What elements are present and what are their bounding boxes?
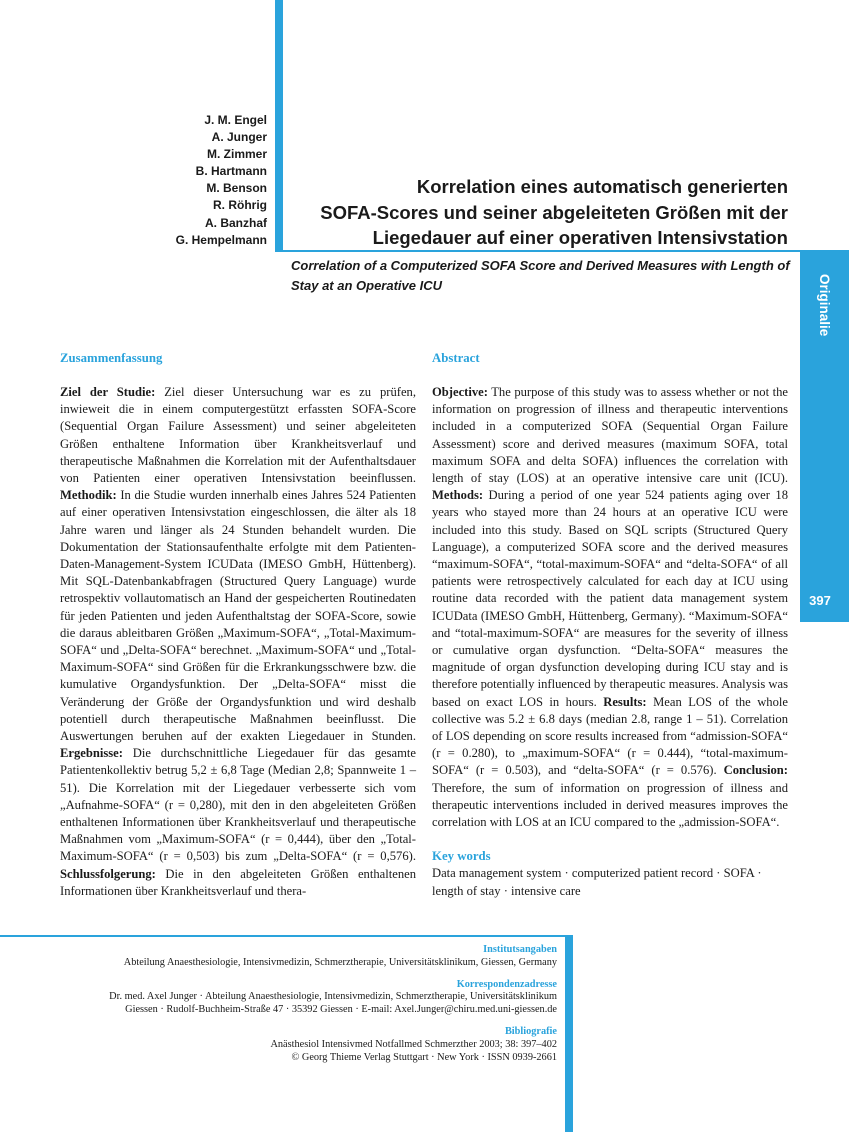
text-run: Ziel dieser Untersuchung war es zu prüfen, inwieweit die in einem computergestützt erfassten SOFA-Score (Sequential Organ Failure Assessment) und seiner abgeleiteten Größen enthaltene Information über Krankheitsverlauf und therapeutische Maßnahmen die Korrelation mit der Aufenthaltsdauer von Patienten einer operativen Intensivstation beeinflussen.: [60, 385, 416, 486]
author: M. Zimmer: [206, 147, 267, 162]
zusammenfassung-column: [60, 350, 416, 900]
correspondence-heading: Korrespondenzadresse: [456, 978, 557, 990]
text-run: The purpose of this study was to assess whether or not the information on progression of illness and therapeutic interventions included in a computerized SOFA (Sequential Organ Failure Assessment) score and derived measures (maximum SOFA, total maximum SOFA and delta SOFA) influences the correlation with length of stay (LOS) at an operative intensive care unit (ICU).: [432, 385, 788, 486]
text-run: During a period of one year 524 patients aging over 18 years who stayed more than 24 hours at an operative ICU were included into this study. Based on SQL scripts (Structured Query Language), a computerized SOFA score and the derived measures “maximum-SOFA“, “total-maximum-SOFA“ and “delta-SOFA“ of all patients were retrospectively calculated for each day at ICU using routine data recorded with the patient data management system ICUData (IMESO GmbH, Hüttenberg, Germany). “Maximum-SOFA“ and “total-maximum-SOFA“ are measures for the severity of illness or cumulative organ dysfunction. “Delta-SOFA“ measures the magnitude of organ dysfunction developing during ICU stay and is therefore potentially influenced by therapeutic measures. Analysis was based on exact LOS in hours.: [432, 488, 789, 709]
article-info: [37, 944, 557, 1064]
footer-rule: [0, 935, 573, 937]
author: A. Banzhaf: [204, 215, 267, 230]
section-label: Methodik:: [60, 488, 117, 503]
english-title: Correlation of a Computerized SOFA Score and Derived Measures with Length of Stay at an Operative ICU: [291, 258, 790, 293]
text-run: In die Studie wurden innerhalb eines Jahres 524 Patienten auf einer operativen Intensivstation eingeschlossen, die älter als 18 Jahre waren und länger als 24 Stunden behandelt wurden. Die Dokumentation der Stationsaufenthalte erfolgte mit dem Patienten-Daten-Management-System ICUData (IMESO GmbH, Hüttenberg). Mit SQL-Datenbankabfragen (Structured Query Language) wurde retrospektiv vollautomatisch an Hand der gespeicherten Routinedaten für jeden Patienten und jeden Aufenthaltstag der SOFA-Score, sowie die daraus ableitbaren Größen „Maximum-SOFA“, „Total-Maximum-SOFA“ und „Delta-SOFA“ berechnet. „Maximum-SOFA“ und „Total-Maximum-SOFA“ sind Größen für die Erkrankungsschwere bzw. die kumulative Organdysfunktion. Der „Delta-SOFA“ misst die Veränderung der Größe der Organdysfunktion und wird deshalb potentiell durch therapeutische Maßnahmen beeinflusst. Die Auswertungen beruhen auf der exakten Liegedauer in Stunden.: [60, 488, 416, 744]
section-label: Conclusion:: [723, 763, 788, 778]
text-run: Die in den abgeleiteten Größen enthaltenen Informationen über Krankheitsverlauf und thera-: [60, 866, 416, 898]
section-label: Methods:: [432, 488, 484, 503]
zusammenfassung-text: [60, 384, 416, 900]
article-title: [288, 174, 788, 251]
text-run: Mean LOS of the whole collective was 5.2 ± 6.8 days (median 2.8, range 1 – 51). Correlation of LOS depending on score results increased from “admission-SOFA“ (r = 0.280), to „maximum-SOFA“ (r = 0.444), “total-maximum-SOFA“ (r = 0.503), and “delta-SOFA“ (r = 0.576).: [432, 694, 788, 778]
text-run: Therefore, the sum of information on progression of illness and therapeutic interventions included in derived measures improves the correlation with LOS at an ICU compared to the „admission-SOFA“.: [432, 780, 788, 830]
bibliography-line: Anästhesiol Intensivmed Notfallmed Schmerzther 2003; 38: 397–402: [270, 1038, 557, 1050]
abstract-column: [432, 350, 788, 900]
page-number: 397: [809, 593, 831, 608]
author: A. Junger: [211, 130, 267, 145]
institution-text: Abteilung Anaesthesiologie, Intensivmedizin, Schmerztherapie, Universitätsklinikum, Giessen, Germany: [123, 956, 557, 968]
zusammenfassung-heading: Zusammenfassung: [60, 351, 163, 365]
keywords-heading: Key words: [432, 849, 491, 864]
author: R. Röhrig: [213, 198, 267, 213]
text-run: Die durchschnittliche Liegedauer für das gesamte Patientenkollektiv betrug 5,2 ± 6,8 Tage (Median 2,8; Spannweite 1 – 51). Die Korrelation mit der Liegedauer verbesserte sich vom „Aufnahme-SOFA“ (r = 0,280), mit den in den abgeleiteten Größen enthaltenen Informationen über Krankheitsverlauf und therapeutische Maßnahmen vom „Maximum-SOFA“ (r = 0,444), über den „Total-Maximum-SOFA“ (r = 0,503) bis zum „Delta-SOFA“ (r = 0,576).: [60, 746, 416, 864]
author: M. Benson: [206, 181, 267, 196]
author: B. Hartmann: [195, 164, 267, 179]
title-line: Liegedauer auf einer operativen Intensivstation: [372, 227, 788, 248]
title-line: SOFA-Scores und seiner abgeleiteten Größen mit der: [320, 201, 788, 223]
correspondence-line: Dr. med. Axel Junger · Abteilung Anaesthesiologie, Intensivmedizin, Schmerztherapie, Universitätsklinikum: [109, 991, 557, 1003]
footer-accent-bar: [565, 935, 573, 1132]
abstract-text: [432, 384, 788, 831]
author-list: [176, 112, 267, 249]
section-label: Ergebnisse:: [60, 746, 123, 761]
header-accent-bar: [275, 0, 283, 252]
institution-heading: Institutsangaben: [483, 944, 557, 955]
side-tab: [800, 252, 849, 622]
keywords-text: Data management system · computerized patient record · SOFA · length of stay · intensive care: [432, 866, 762, 898]
bibliography-line: © Georg Thieme Verlag Stuttgart · New York · ISSN 0939-2661: [291, 1051, 557, 1063]
correspondence-line: Giessen · Rudolf-Buchheim-Straße 47 · 35392 Giessen · E-mail: Axel.Junger@chiru.med.uni-giessen.de: [125, 1004, 557, 1016]
section-label: Results:: [603, 694, 647, 709]
section-label: Ziel der Studie:: [60, 385, 156, 399]
author: G. Hempelmann: [175, 232, 267, 247]
bibliography-heading: Bibliografie: [504, 1025, 557, 1037]
section-label: Schlussfolgerung:: [60, 866, 156, 881]
title-line: Korrelation eines automatisch generierten: [416, 176, 788, 197]
abstract-heading: Abstract: [432, 351, 480, 365]
side-label: Originalie: [817, 274, 832, 337]
author: J. M. Engel: [204, 113, 267, 127]
section-label: Objective:: [432, 385, 488, 399]
